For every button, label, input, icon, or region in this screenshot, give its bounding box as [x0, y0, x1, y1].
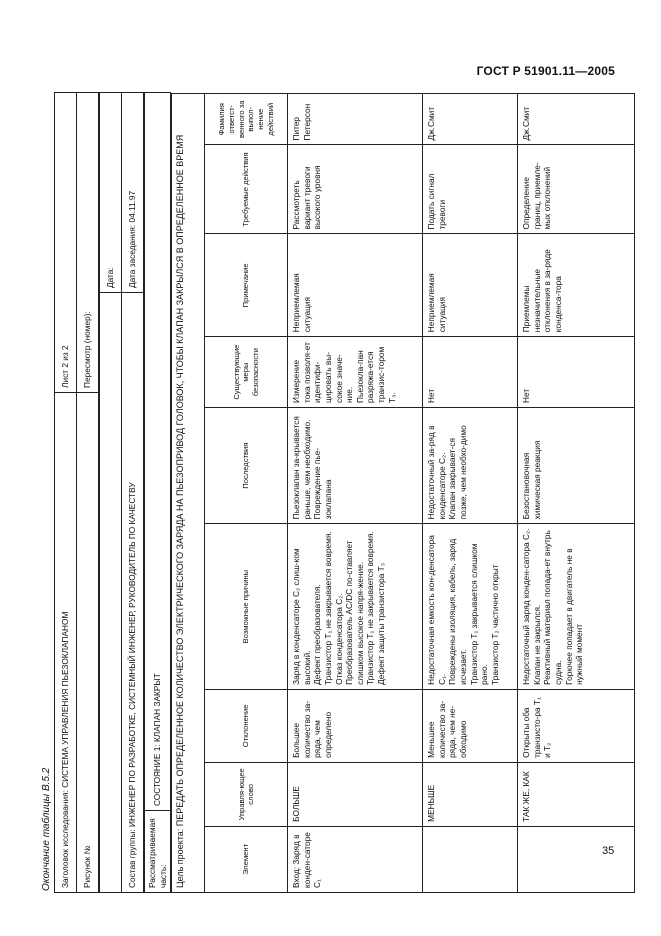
remark-cell: Неприемлемая ситуация	[423, 234, 518, 337]
cause-item: Недостаточная емкость кон-денсатора C₁.	[426, 535, 447, 685]
cause-item: Транзистор T₂ частично открыт	[489, 564, 500, 685]
sheet-info: Лист 2 из 2	[55, 93, 77, 393]
cause-item: Отказ конденсатора C₂.	[333, 593, 344, 685]
deviation-cell: Большее количество за-ряда, чем определено	[288, 689, 423, 762]
consequence-item: Повреждение пье-зоклапана	[312, 447, 334, 520]
element-cell	[423, 826, 518, 892]
empty-cell	[100, 293, 122, 893]
causes-cell	[288, 524, 423, 689]
consequence-item: Безостановочная химическая реакция	[521, 440, 542, 520]
element-cell: Вход: Заряд в конден-саторе C₁	[288, 826, 423, 892]
guideword-cell: БОЛЬШЕ	[288, 762, 423, 826]
column-header: Отклонение	[205, 689, 288, 762]
study-title: Заголовок исследования: СИСТЕМА УПРАВЛЕНИЯ ПЬЕЗОКЛАПАНОМ	[55, 393, 77, 893]
cause-item: Заряд в конденсаторе C₂ слиш-ком высокий.	[291, 548, 312, 685]
remark-cell: Приемлемы незначительные отклонения в за-ряде конденса-тора	[518, 234, 635, 337]
cause-item: Дефект преобразователя.	[312, 584, 323, 685]
cause-item: Транзистор T₁ не закрывается вовремя.	[323, 531, 334, 685]
safeguards-cell	[518, 337, 635, 408]
column-header: Управля-ющее слово	[205, 762, 288, 826]
cause-item: Транзистор T₁ не закрывается вовремя.	[365, 531, 376, 685]
cause-item: Недостаточный заряд конден-сатора C₂.	[521, 528, 532, 685]
guideword-cell: МЕНЬШЕ	[423, 762, 518, 826]
state-label: СОСТОЯНИЕ 1: КЛАПАН ЗАКРЫТ	[145, 93, 171, 811]
meeting-date: Дата заседания: 04.11.97	[122, 93, 144, 293]
consequence-item: Клапан закрывает-ся позже, чем необхо-димо	[447, 425, 469, 520]
cause-item: Повреждены изоляция, кабель, заряд исчезает.	[447, 538, 469, 685]
column-header: Фамилия ответст-венного за выпол-нение действий	[205, 94, 288, 145]
responsible-cell: Дж.Смит	[518, 94, 635, 145]
table-row	[518, 94, 635, 893]
consequences-cell	[288, 407, 423, 523]
deviation-cell: Открыты оба транзисто-ра T₁ и T₂	[518, 689, 635, 762]
cause-item: Транзистор T₁ закрывается слишком рано.	[468, 543, 490, 685]
team-composition: Состав группы: ИНЖЕНЕР ПО РАЗРАБОТКЕ, СИСТЕМНЫЙ ИНЖЕНЕР, РУКОВОДИТЕЛЬ ПО КАЧЕСТВУ	[122, 293, 144, 893]
cause-item: Преобразователь AC/DC по-ставляет слишком высокое напря-жение.	[344, 540, 365, 685]
consequences-cell	[423, 407, 518, 523]
safeguards-cell	[423, 337, 518, 408]
actions-cell: Подать сигнал тревоги	[423, 145, 518, 234]
column-header: Требуемые действия	[205, 145, 288, 234]
deviation-cell: Меньшее количество за-ряда, чем не-обходимо	[423, 689, 518, 762]
study-info-table	[54, 92, 99, 893]
standard-designation: ГОСТ Р 51901.11—2005	[476, 64, 615, 78]
consequence-item: Недостаточный за-ряд в конденсаторе C₂.	[426, 425, 447, 520]
safeguard-item: Измерение тока позволя-ет идентифи-цировать вы-сокое значе-ние.	[291, 342, 355, 403]
table-row	[423, 94, 518, 893]
causes-cell	[518, 524, 635, 689]
column-header: Возможные причины	[205, 524, 288, 689]
date-field: Дата:	[100, 93, 122, 293]
drawing-number: Рисунок №	[77, 393, 99, 893]
column-header-row	[205, 94, 288, 893]
table-row	[288, 94, 423, 893]
table-caption: Окончание таблицы В.5.2	[41, 767, 52, 891]
team-info-table	[99, 92, 144, 893]
element-cell	[518, 826, 635, 892]
guideword-cell: ТАК ЖЕ, КАК	[518, 762, 635, 826]
column-header: Существующие меры безопасности	[205, 337, 288, 408]
part-label: Рассматриваемая часть:	[145, 811, 171, 893]
safeguards-cell	[288, 337, 423, 408]
consequences-cell	[518, 407, 635, 523]
cause-item: Реактивный материал попада-ет внутрь судна.	[542, 530, 564, 685]
part-info-table	[144, 92, 171, 893]
column-header: Примечание	[205, 234, 288, 337]
safeguard-item: Пьезокла-пан разряжа-ется транзис-тором T₃.	[354, 346, 397, 403]
causes-cell	[423, 524, 518, 689]
remark-cell: Неприемлемая ситуация	[288, 234, 423, 337]
column-header: Последствия	[205, 407, 288, 523]
page-number: 35	[602, 845, 615, 857]
project-goal: Цель проекта: ПЕРЕДАТЬ ОПРЕДЕЛЕННОЕ КОЛИЧЕСТВО ЭЛЕКТРИЧЕСКОГО ЗАРЯДА НА ПЬЕЗОПРИВОД ГОЛОВОК, ЧТОБЫ КЛАПАН ЗАКРЫЛСЯ В ОПРЕДЕЛЕННОЕ ВРЕМЯ	[172, 94, 205, 893]
safeguard-item: Нет	[521, 388, 532, 403]
consequence-item: Пьезоклапан за-крывается раньше, чем необходимо.	[291, 416, 312, 520]
actions-cell: Рассмотреть вариант тревоги высокого уровня	[288, 145, 423, 234]
responsible-cell: Питер Петерсон	[288, 94, 423, 145]
revision-number: Пересмотр (номер):	[77, 93, 99, 393]
hazop-table	[171, 93, 635, 893]
cause-item: Горючее попадает в двигатель не в нужный момент	[563, 548, 585, 685]
responsible-cell: Дж.Смит	[423, 94, 518, 145]
cause-item: Дефект защиты транзистора T₃	[376, 562, 387, 685]
actions-cell: Определение границ, приемле-мых отклонений	[518, 145, 635, 234]
column-header: Элемент	[205, 826, 288, 892]
rotated-table-block	[40, 93, 624, 893]
cause-item: Клапан не закрылся.	[531, 604, 542, 685]
safeguard-item: Нет	[426, 388, 437, 403]
